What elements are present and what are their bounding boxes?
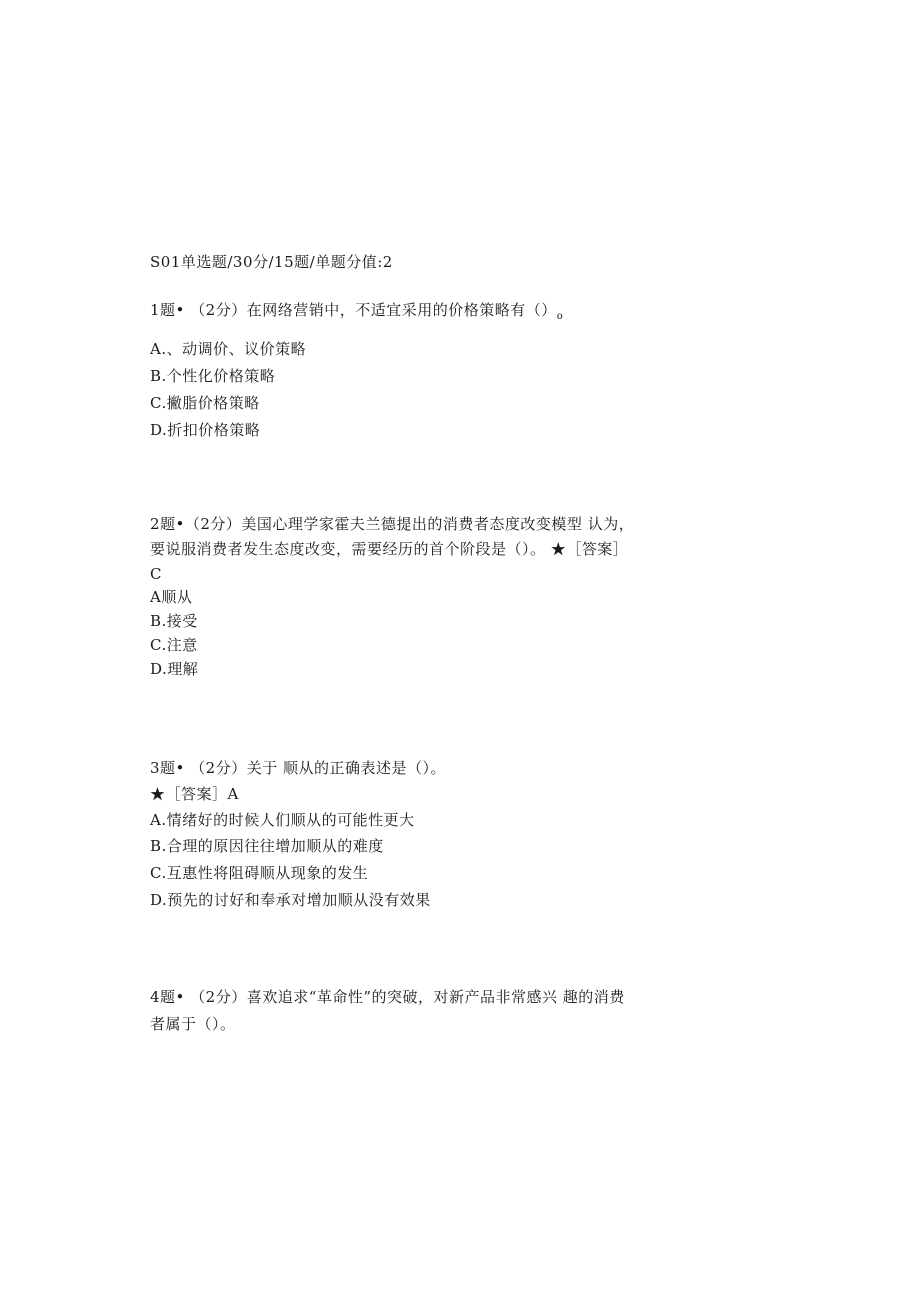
question-2-option-c: C.注意	[150, 636, 198, 654]
question-3-answer: ★［答案］A	[150, 785, 239, 803]
question-1-option-b: B.个性化价格策略	[150, 367, 276, 385]
question-3-option-d: D.预先的讨好和奉承对增加顺从没有效果	[150, 891, 431, 909]
question-1-stem-tail: o	[556, 311, 564, 322]
question-4-stem-line-2: 者属于（）。	[150, 1015, 236, 1033]
question-1-option-d: D.折扣价格策略	[150, 421, 261, 439]
question-2-stem-line-1: 2题•（2分）美国心理学家霍夫兰德提出的消费者态度改变模型 认为，	[150, 515, 635, 533]
question-1-stem	[150, 299, 563, 328]
question-1-option-c: C.撇脂价格策略	[150, 394, 260, 412]
question-3-stem: 3题• （2分）关于 顺从的正确表述是（）。	[150, 759, 446, 777]
question-2-stem-line-2: 要说服消费者发生态度改变，需要经历的首个阶段是（）。 ★［答案］	[150, 540, 629, 558]
section-header: S01单选题/30分/15题/单题分值:2	[150, 253, 393, 271]
question-3-option-c: C.互惠性将阻碍顺从现象的发生	[150, 864, 369, 882]
question-2-option-d: D.理解	[150, 660, 199, 678]
question-3-option-b: B.合理的原因往往增加顺从的难度	[150, 837, 384, 855]
question-2-option-a: A顺从	[150, 588, 193, 606]
question-1-option-a: A.、动调价、议价策略	[150, 340, 307, 358]
question-4-stem-line-1: 4题• （2分）喜欢追求“革命性”的突破，对新产品非常感兴 趣的消费	[150, 988, 625, 1006]
question-1-stem-text: 1题• （2分）在网络营销中，不适宜采用的价格策略有（）	[150, 301, 557, 319]
question-3-option-a: A.情绪好的时候人们顺从的可能性更大	[150, 811, 415, 829]
question-2-option-b: B.接受	[150, 612, 198, 630]
question-2-answer: C	[150, 565, 162, 583]
